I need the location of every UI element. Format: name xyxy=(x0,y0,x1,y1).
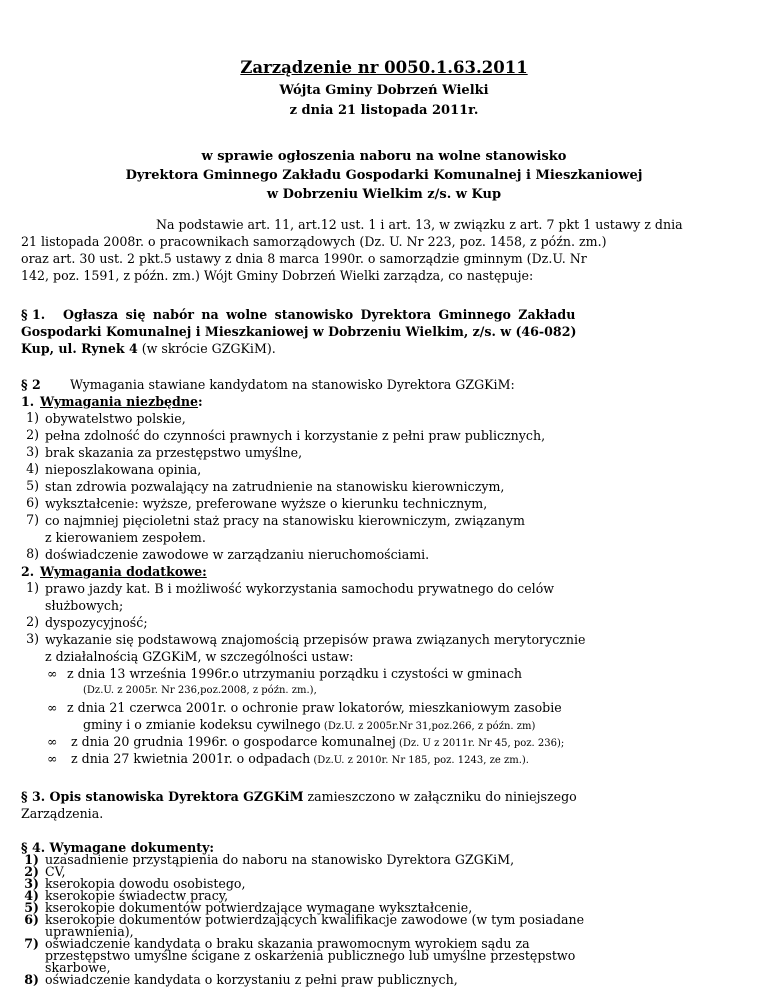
list-item: pełna zdolność do czynności prawnych i korzystanie z pełni praw publicznych, xyxy=(45,428,546,443)
list-number: 7) xyxy=(24,936,39,951)
list-item: brak skazania za przestępstwo umyślne, xyxy=(45,445,303,460)
list-item: kserokopie dokumentów potwierdzających kwalifikacje zawodowe (w tym posiadane xyxy=(45,912,585,927)
document-issuer: Wójta Gminy Dobrzeń Wielki xyxy=(279,83,489,98)
list-number: 4) xyxy=(26,461,39,476)
list-number: 5) xyxy=(26,478,39,493)
list-number: 3) xyxy=(24,876,39,891)
section-4-heading: § 4. Wymagane dokumenty: xyxy=(21,840,215,855)
list-number: 4) xyxy=(24,888,39,903)
section-1-text: Kup, ul. Rynek 4 (w skrócie GZGKiM). xyxy=(21,341,276,356)
additional-heading-num: 2. xyxy=(21,564,35,579)
list-item: kserokopia dowodu osobistego, xyxy=(45,876,246,891)
law-item: z dnia 20 grudnia 1996r. o gospodarce komunalnej (Dz. U z 2011r. Nr 45, poz. 236); xyxy=(71,734,565,749)
list-item: uzasadnienie przystąpienia do naboru na stanowisko Dyrektora GZGKiM, xyxy=(45,852,515,867)
list-item: doświadczenie zawodowe w zarządzaniu nieruchomościami. xyxy=(45,547,430,562)
section-3-text: Zarządzenia. xyxy=(21,806,104,821)
list-number: 6) xyxy=(26,495,39,510)
list-item: z kierowaniem zespołem. xyxy=(45,530,206,545)
list-item: stan zdrowia pozwalający na zatrudnienie na stanowisku kierowniczym, xyxy=(45,479,505,494)
required-heading: Wymagania niezbędne: xyxy=(40,394,203,409)
section-1-text: Gospodarki Komunalnej i Mieszkaniowej w Dobrzeniu Wielkim, z/s. w (46-082) xyxy=(21,324,577,339)
list-item: co najmniej pięcioletni staż pracy na stanowisku kierowniczym, związanym xyxy=(45,513,525,528)
list-item: prawo jazdy kat. B i możliwość wykorzystania samochodu prywatnego do celów xyxy=(45,581,555,596)
subject-line-1: w sprawie ogłoszenia naboru na wolne stanowisko xyxy=(201,149,567,164)
list-item: oświadczenie kandydata o korzystaniu z pełni praw publicznych, xyxy=(45,972,458,987)
subject-line-3: w Dobrzeniu Wielkim z/s. w Kup xyxy=(266,187,502,202)
list-item: obywatelstwo polskie, xyxy=(45,411,186,426)
subject-line-2: Dyrektora Gminnego Zakładu Gospodarki Komunalnej i Mieszkaniowej xyxy=(125,168,643,183)
list-number: 1) xyxy=(26,410,39,425)
list-item: kserokopie dokumentów potwierdzające wymagane wykształcenie, xyxy=(45,900,473,915)
list-number: 1) xyxy=(26,580,39,595)
section-2-intro: Wymagania stawiane kandydatom na stanowisko Dyrektora GZGKiM: xyxy=(70,377,515,392)
list-item: dyspozycyjność; xyxy=(45,615,148,630)
list-item: przestępstwo umyślne ścigane z oskarżenia publicznego lub umyślne przestępstwo xyxy=(45,948,576,963)
list-item: kserokopie świadectw pracy, xyxy=(45,888,229,903)
list-number: 3) xyxy=(26,444,39,459)
bullet-icon: ∞ xyxy=(47,751,58,766)
list-number: 2) xyxy=(24,864,39,879)
list-item: CV, xyxy=(45,864,66,879)
list-item: nieposzlakowana opinia, xyxy=(45,462,202,477)
required-heading-num: 1. xyxy=(21,394,35,409)
list-number: 8) xyxy=(24,972,39,987)
bullet-icon: ∞ xyxy=(47,700,58,715)
section-3-text: § 3. Opis stanowiska Dyrektora GZGKiM zamieszczono w załączniku do niniejszego xyxy=(21,789,577,804)
list-number: 1) xyxy=(24,852,39,867)
section-1-mark: § 1. xyxy=(21,307,46,322)
preamble-line: Na podstawie art. 11, art.12 ust. 1 i art. 13, w związku z art. 7 pkt 1 ustawy z dnia xyxy=(156,217,683,232)
list-item: oświadczenie kandydata o braku skazania prawomocnym wyrokiem sądu za xyxy=(45,936,530,951)
list-number: 6) xyxy=(24,912,39,927)
preamble-line: 21 listopada 2008r. o pracownikach samorządowych (Dz. U. Nr 223, poz. 1458, z późn. zm.) xyxy=(21,234,607,249)
bullet-icon: ∞ xyxy=(47,734,58,749)
preamble-line: 142, poz. 1591, z późn. zm.) Wójt Gminy Dobrzeń Wielki zarządza, co następuje: xyxy=(21,268,534,283)
list-item: z działalnością GZGKiM, w szczególności ustaw: xyxy=(45,649,354,664)
document-title: Zarządzenie nr 0050.1.63.2011 xyxy=(240,58,528,77)
section-2-mark: § 2 xyxy=(21,377,41,392)
list-number: 2) xyxy=(26,614,39,629)
list-number: 3) xyxy=(26,631,39,646)
bullet-icon: ∞ xyxy=(47,666,58,681)
list-number: 5) xyxy=(24,900,39,915)
list-item: skarbowe, xyxy=(45,960,111,975)
law-item: z dnia 27 kwietnia 2001r. o odpadach (Dz.U. z 2010r. Nr 185, poz. 1243, ze zm.). xyxy=(71,751,529,766)
list-number: 8) xyxy=(26,546,39,561)
list-item: uprawnienia), xyxy=(45,924,134,939)
law-citation: (Dz.U. z 2005r. Nr 236,poz.2008, z późn. zm.), xyxy=(83,685,317,696)
list-number: 7) xyxy=(26,512,39,527)
list-item: służbowych; xyxy=(45,598,124,613)
section-1-text: Ogłasza się nabór na wolne stanowisko Dyrektora Gminnego Zakładu xyxy=(63,307,576,322)
law-item: z dnia 21 czerwca 2001r. o ochronie praw lokatorów, mieszkaniowym zasobie xyxy=(67,700,562,715)
list-number: 2) xyxy=(26,427,39,442)
preamble-line: oraz art. 30 ust. 2 pkt.5 ustawy z dnia 8 marca 1990r. o samorządzie gminnym (Dz.U. Nr xyxy=(21,251,587,266)
additional-heading: Wymagania dodatkowe: xyxy=(40,564,207,579)
law-item: gminy i o zmianie kodeksu cywilnego (Dz.U. z 2005r.Nr 31,poz.266, z późn. zm) xyxy=(83,717,536,732)
list-item: wykształcenie: wyższe, preferowane wyższe o kierunku technicznym, xyxy=(45,496,488,511)
law-item: z dnia 13 września 1996r.o utrzymaniu porządku i czystości w gminach xyxy=(67,666,522,681)
list-item: wykazanie się podstawową znajomością przepisów prawa związanych merytorycznie xyxy=(45,632,586,647)
document-date: z dnia 21 listopada 2011r. xyxy=(289,103,479,118)
